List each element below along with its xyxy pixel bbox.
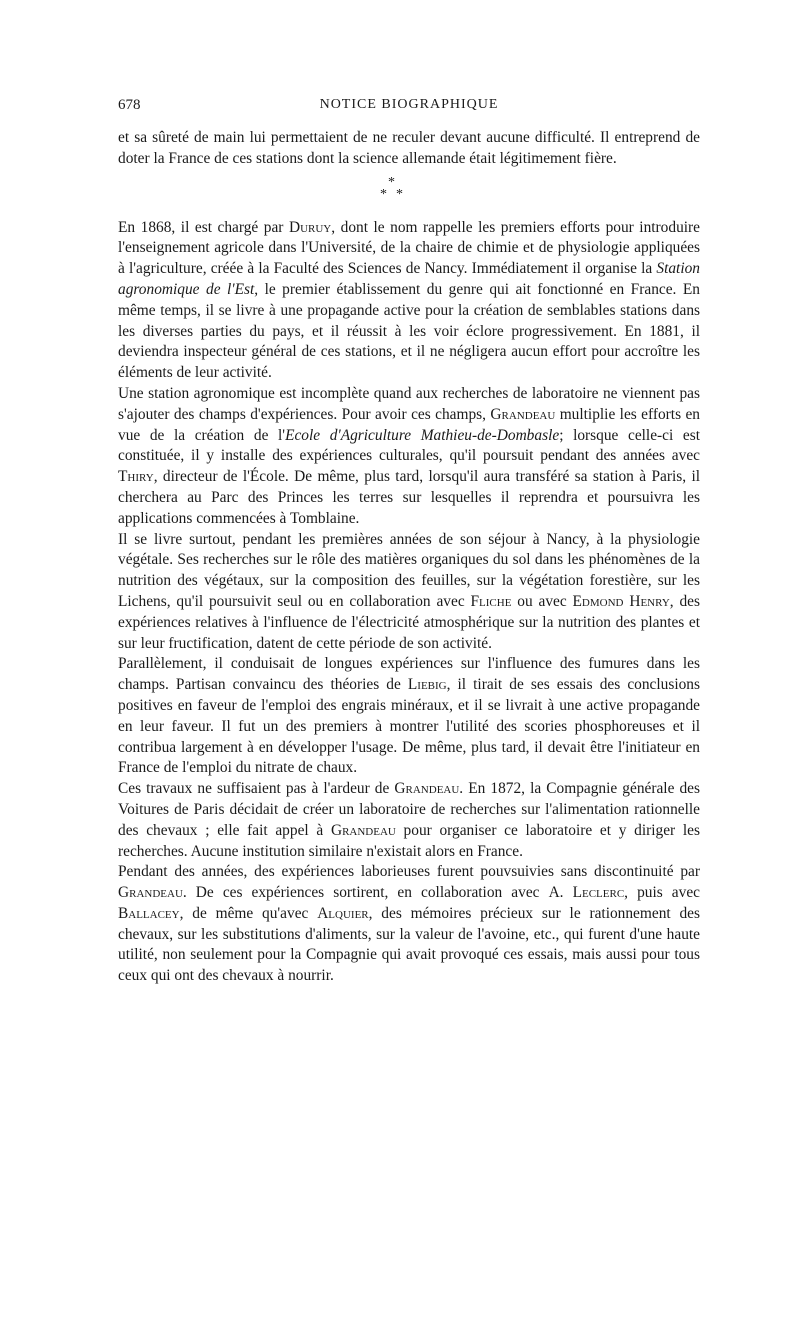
- person-name: Fliche: [470, 592, 512, 610]
- section-separator: * * *: [380, 174, 403, 202]
- page-number: 678: [118, 97, 141, 113]
- page-header: [118, 97, 700, 119]
- paragraph-station: Une station agronomique est incomplète quand aux recherches de laboratoire ne viennent pas s'ajouter des champs d'expériences. Pour avoir ces champs, Grandeau multiplie les efforts en vue de la création de l'Ecole d'Agriculture Mathieu-de-Dombasle; lorsque celle-ci est constituée, il y installe des expériences culturales, qu'il poursuit pendant des années avec Thiry, directeur de l'École. De même, plus tard, lorsqu'il aura transféré sa station à Paris, il cherchera au Parc des Princes les terres sur lesquelles il reprendra et poursuivra les applications commencées à Tomblaine.: [118, 384, 700, 527]
- paragraph-experiences: Pendant des années, des expériences laborieuses furent pouvsuivies sans discontinuité par Grandeau. De ces expériences sortirent, en collaboration avec A. Leclerc, puis avec Ballacey, de même qu'avec Alquier, des mémoires précieux sur le rationnement des chevaux, sur les substitutions d'aliments, sur la valeur de l'avoine, etc., qui furent d'une haute utilité, non seulement pour la Compagnie qui avait provoqué ces essais, mais aussi pour tous ceux qui ont des chevaux à nourrir.: [118, 863, 700, 985]
- paragraph-physiologie: Il se livre surtout, pendant les premières années de son séjour à Nancy, à la physiologie végétale. Ses recherches sur le rôle des matières organiques du sol dans les phénomènes de la nutrition des végétaux, sur la composition des feuilles, sur la végétation forestière, sur les Lichens, qu'il poursuivit seul ou en collaboration avec Fliche ou avec Edmond Henry, des expériences relatives à l'influence de l'électricité atmosphérique sur la nutrition des plantes et sur leur fructification, datent de cette période de son activité.: [118, 530, 700, 652]
- paragraph-continuation: et sa sûreté de main lui permettaient de ne reculer devant aucune difficulté. Il entreprend de doter la France de ces stations dont la science allemande était légitimement fière.: [118, 129, 700, 167]
- person-name: Thiry: [118, 468, 154, 486]
- paragraph-1868: En 1868, il est chargé par Duruy, dont le nom rappelle les premiers efforts pour introduire l'enseignement agricole dans l'Université, de la chaire de chimie et de physiologie appliquées à l'agriculture, créée à la Faculté des Sciences de Nancy. Immédiatement il organise la Station agronomique de l'Est, le premier établissement du genre qui ait fonctionné en France. En même temps, il se livre à une propagande active pour la création de semblables stations dans les diverses parties du pays, et il réussit à les voir éclore progressivement. En 1881, il deviendra inspecteur général de ces stations, et il ne négligera aucun effort pour accroître les éléments de leur activité.: [118, 218, 701, 382]
- person-name: Grandeau: [394, 780, 460, 798]
- running-title: NOTICE BIOGRAPHIQUE: [319, 97, 499, 112]
- person-name: Ballacey: [118, 904, 180, 922]
- paragraph-compagnie: Ces travaux ne suffisaient pas à l'ardeur de Grandeau. En 1872, la Compagnie générale des Voitures de Paris décidait de créer un laboratoire de recherches sur l'alimentation rationnelle des chevaux ; elle fait appel à Grandeau pour organiser ce laboratoire et y diriger les recherches. Aucune institution similaire n'existait alors en France.: [118, 780, 700, 860]
- person-name: Duruy: [288, 218, 332, 236]
- paragraph-fumures: Parallèlement, il conduisait de longues expériences sur l'influence des fumures dans les champs. Partisan convaincu des théories de Liebig, il tirait de ses essais des conclusions positives en faveur de l'emploi des engrais minéraux, et il se livrait à une active propagande en leur faveur. Il fut un des premiers à montrer l'utilité des scories phosphoreuses et il contribua largement à en développer l'usage. De même, plus tard, il devait être l'initiateur en France de l'emploi du nitrate de chaux.: [118, 655, 700, 777]
- person-name: Alquier: [317, 904, 369, 922]
- person-name: Grandeau: [330, 821, 396, 839]
- body-text: [118, 128, 700, 987]
- person-name: Liebig: [407, 676, 447, 694]
- institution-name: Station agronomique de l'Est: [118, 260, 700, 298]
- institution-name: Ecole d'Agriculture Mathieu-de-Dombasle: [285, 426, 560, 444]
- person-name: A. Leclerc: [548, 884, 625, 902]
- person-name: Edmond Henry: [572, 592, 670, 610]
- person-name: Grandeau: [118, 884, 183, 902]
- person-name: Grandeau: [490, 405, 556, 423]
